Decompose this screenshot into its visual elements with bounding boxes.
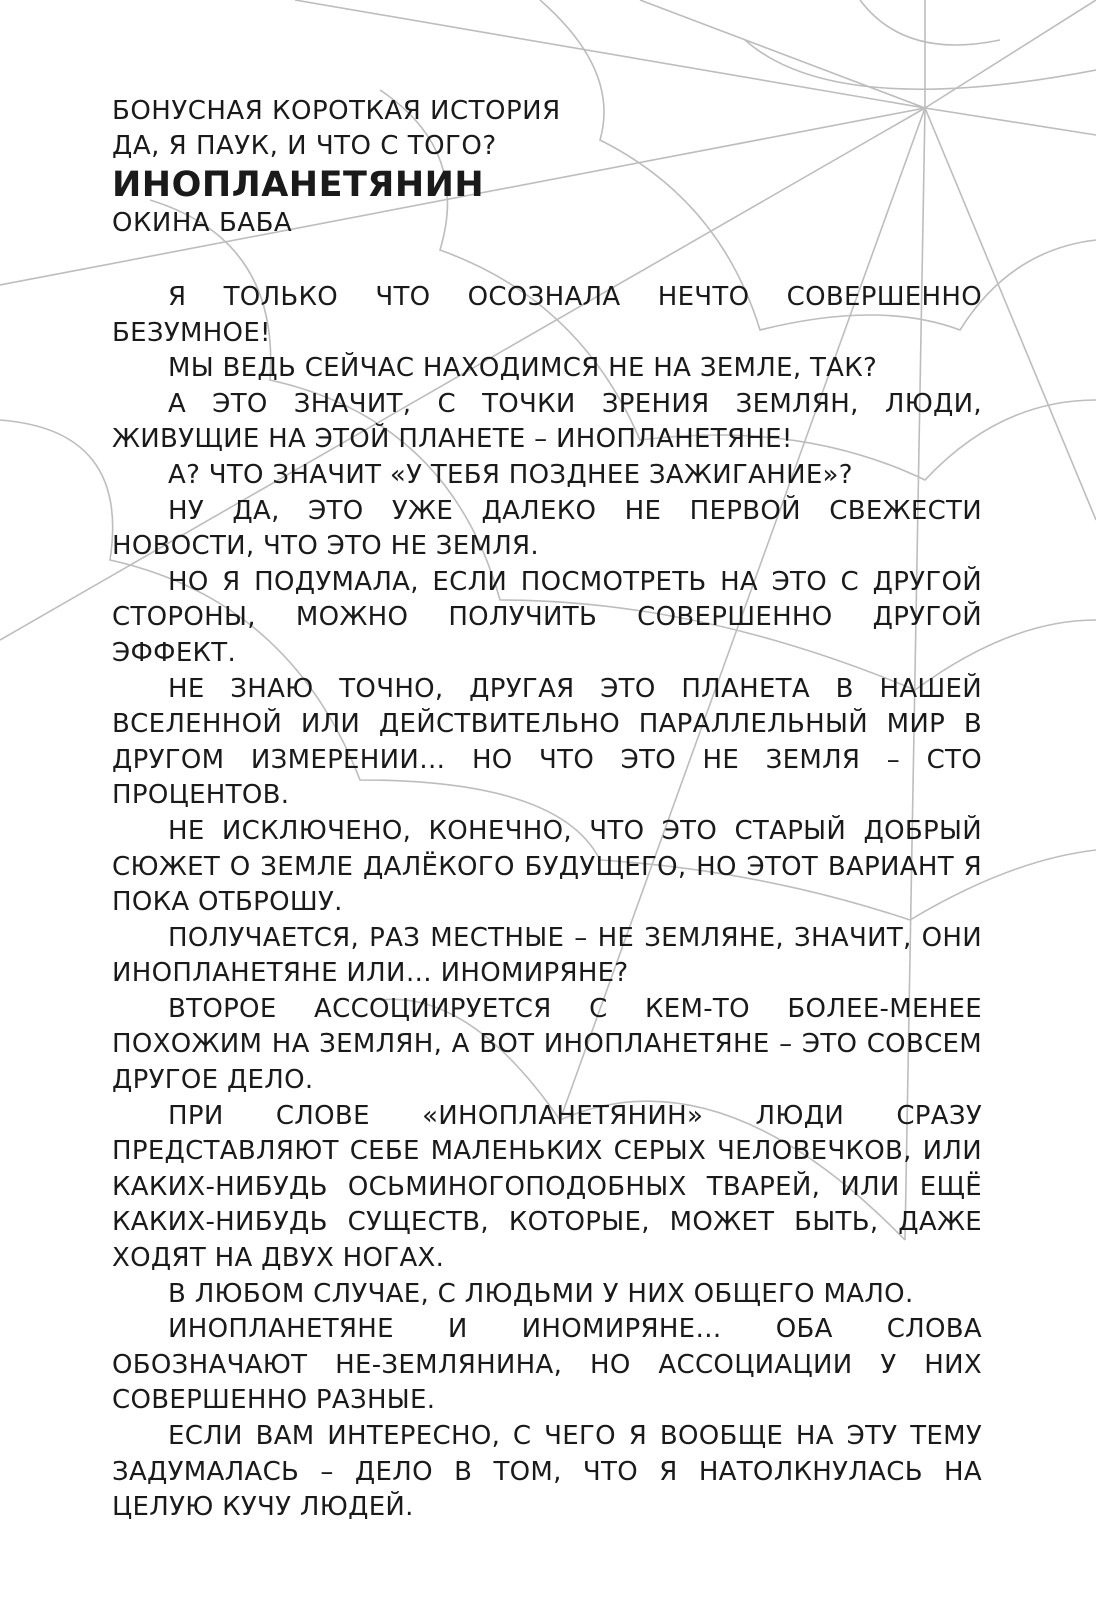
paragraph: НО Я ПОДУМАЛА, ЕСЛИ ПОСМОТРЕТЬ НА ЭТО С ДРУГОЙ СТОРОНЫ, МОЖНО ПОЛУЧИТЬ СОВЕРШЕННО ДРУГОЙ ЭФФЕКТ. (112, 566, 982, 668)
story-body (112, 280, 982, 1526)
page-title: ИНОПЛАНЕТЯНИН (112, 165, 485, 205)
paragraph: НЕ ЗНАЮ ТОЧНО, ДРУГАЯ ЭТО ПЛАНЕТА В НАШЕЙ ВСЕЛЕННОЙ ИЛИ ДЕЙСТВИТЕЛЬНО ПАРАЛЛЕЛЬНЫЙ МИР В ДРУГОМ ИЗМЕРЕНИИ… НО ЧТО ЭТО НЕ ЗЕМЛЯ – СТО ПРОЦЕНТОВ. (112, 673, 982, 811)
paragraph: Я ТОЛЬКО ЧТО ОСОЗНАЛА НЕЧТО СОВЕРШЕННО БЕЗУМНОЕ! (112, 282, 982, 348)
web-thread (925, 0, 1096, 108)
paragraph: В ЛЮБОМ СЛУЧАЕ, С ЛЮДЬМИ У НИХ ОБЩЕГО МАЛО. (168, 1278, 914, 1309)
paragraph: ВТОРОЕ АССОЦИИРУЕТСЯ С КЕМ-ТО БОЛЕЕ-МЕНЕЕ ПОХОЖИМ НА ЗЕМЛЯН, А ВОТ ИНОПЛАНЕТЯНЕ – ЭТО СОВСЕМ ДРУГОЕ ДЕЛО. (112, 993, 982, 1096)
paragraph: МЫ ВЕДЬ СЕЙЧАС НАХОДИМСЯ НЕ НА ЗЕМЛЕ, ТАК? (168, 353, 878, 384)
bonus-story-label: БОНУСНАЯ КОРОТКАЯ ИСТОРИЯ (112, 96, 561, 126)
story-page (112, 94, 982, 1526)
paragraph: ПРИ СЛОВЕ «ИНОПЛАНЕТЯНИН» ЛЮДИ СРАЗУ ПРЕДСТАВЛЯЮТ СЕБЕ МАЛЕНЬКИХ СЕРЫХ ЧЕЛОВЕЧКОВ, ИЛИ КАКИХ-НИБУДЬ ОСЬМИНОГОПОДОБНЫХ ТВАРЕЙ, ИЛИ ЕЩЁ КАКИХ-НИБУДЬ СУЩЕСТВ, КОТОРЫЕ, МОЖЕТ БЫТЬ, ДАЖЕ ХОДЯТ НА ДВУХ НОГАХ. (112, 1100, 982, 1274)
paragraph: НУ ДА, ЭТО УЖЕ ДАЛЕКО НЕ ПЕРВОЙ СВЕЖЕСТИ НОВОСТИ, ЧТО ЭТО НЕ ЗЕМЛЯ. (112, 495, 982, 562)
web-thread (640, 0, 925, 108)
paragraph: ЕСЛИ ВАМ ИНТЕРЕСНО, С ЧЕГО Я ВООБЩЕ НА ЭТУ ТЕМУ ЗАДУМАЛАСЬ – ДЕЛО В ТОМ, ЧТО Я НАТОЛКНУЛАСЬ НА ЦЕЛУЮ КУЧУ ЛЮДЕЙ. (112, 1421, 982, 1523)
paragraph: А? ЧТО ЗНАЧИТ «У ТЕБЯ ПОЗДНЕЕ ЗАЖИГАНИЕ»? (168, 459, 853, 490)
web-arc (745, 40, 1096, 89)
web-thread (295, 0, 925, 108)
series-title: ДА, Я ПАУК, И ЧТО С ТОГО? (112, 131, 497, 161)
paragraph: ИНОПЛАНЕТЯНЕ И ИНОМИРЯНЕ… ОБА СЛОВА ОБОЗНАЧАЮТ НЕ-ЗЕМЛЯНИНА, НО АССОЦИАЦИИ У НИХ СОВЕРШЕННО РАЗНЫЕ. (112, 1314, 982, 1416)
paragraph: А ЭТО ЗНАЧИТ, С ТОЧКИ ЗРЕНИЯ ЗЕМЛЯН, ЛЮДИ, ЖИВУЩИЕ НА ЭТОЙ ПЛАНЕТЕ – ИНОПЛАНЕТЯНЕ! (112, 388, 982, 455)
web-arc (860, 0, 1000, 45)
paragraph: НЕ ИСКЛЮЧЕНО, КОНЕЧНО, ЧТО ЭТО СТАРЫЙ ДОБРЫЙ СЮЖЕТ О ЗЕМЛЕ ДАЛЁКОГО БУДУЩЕГО, НО ЭТОТ ВАРИАНТ Я ПОКА ОТБРОШУ. (112, 815, 982, 918)
author-name: ОКИНА БАБА (112, 208, 293, 238)
paragraph: ПОЛУЧАЕТСЯ, РАЗ МЕСТНЫЕ – НЕ ЗЕМЛЯНЕ, ЗНАЧИТ, ОНИ ИНОПЛАНЕТЯНЕ ИЛИ… ИНОМИРЯНЕ? (112, 922, 982, 989)
